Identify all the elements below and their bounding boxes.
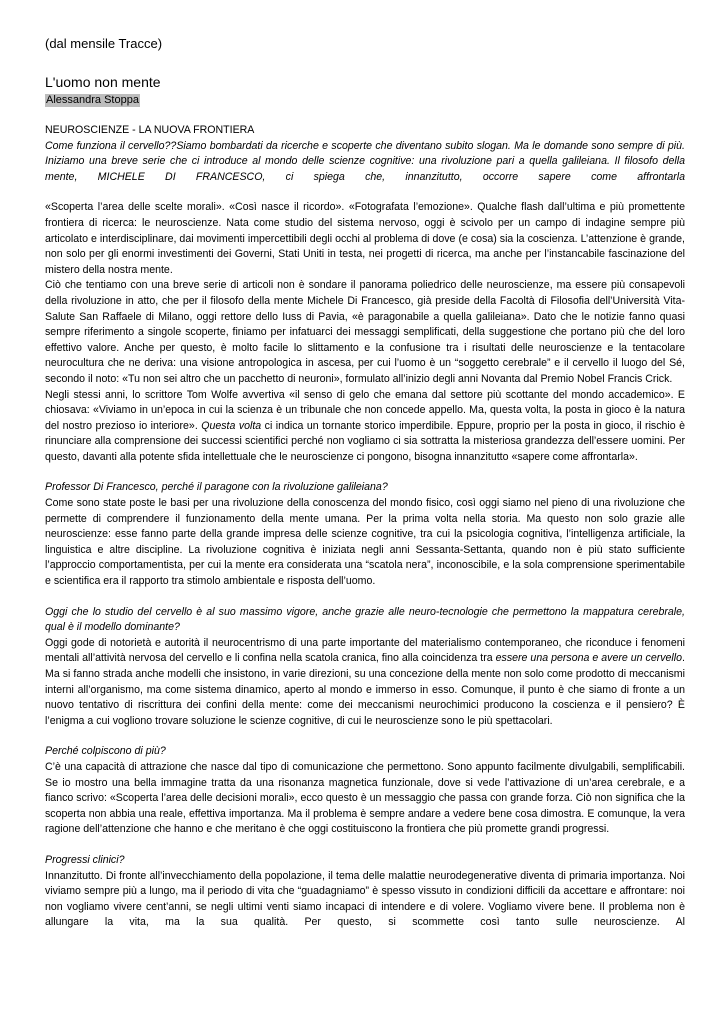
article-page <box>45 36 685 931</box>
intro-paragraph-3 <box>45 388 685 466</box>
section-label: NEUROSCIENZE - LA NUOVA FRONTIERA <box>45 124 255 136</box>
answer-1: Come sono state poste le basi per una rivoluzione della conoscenza del mondo fisico, così oggi siamo nel pieno di una rivoluzione che permette di comprendere il funzionamento della mente umana. Per la prima volta nella storia. Ma questo non solo grazie alle neuroscienze: esse fanno parte della grande impresa delle scienze cognitive, tra cui la psicologia cognitiva, l’intelligenza artificiale, la linguistica e altre discipline. La rivoluzione cognitiva è iniziata negli anni Sessanta-Settanta, quando non è più stato sufficiente l’approccio comportamentista, per cui la mente era considerata una “scatola nera”, inconoscibile, e la sola comprensione sperimentabile e scientifica era il rapporto tra stimolo ambientale e risposta dell’uomo. <box>45 497 685 588</box>
answer-3: C’è una capacità di attrazione che nasce dal tipo di comunicazione che permettono. Sono appunto facilmente divulgabili, semplificabili. Se io mostro una bella immagine tratta da una risonanza magnetica funzionale, dove si vede l’attivazione di un’area cerebrale, e a fianco scrivo: «Scoperta l’area delle decisioni morali», ecco questo è un messaggio che passa con grande forza. Ciò non significa che la scoperta non abbia una reale, effettiva importanza. Ma il problema è sempre andare a vedere bene cosa dimostra. E comunque, la vera ragione dell’attenzione che hanno e che meritano è che oggi costituiscono la frontiera che più promette grandi progressi. <box>45 760 685 836</box>
article-lead: Come funziona il cervello??Siamo bombardati da ricerche e scoperte che diventano subito slogan. Ma le domande sono sempre di più. Iniziamo una breve serie che ci introduce al mondo delle scienze cognitive: una rivoluzione pari a quella galileiana. Il filosofo della mente, MICHELE DI FRANCESCO, ci spiega che, innanzitutto, occorre sapere come affrontarla <box>45 139 685 183</box>
question-2: Oggi che lo studio del cervello è al suo massimo vigore, anche grazie alle neuro-tecnologie che permettono la mappatura cerebrale, qual è il modello dominante? <box>45 605 685 634</box>
article-title: L'uomo non mente <box>45 74 161 90</box>
question-1: Professor Di Francesco, perché il paragone con la rivoluzione galileiana? <box>45 481 388 494</box>
intro-paragraph-3-part-c: ci indica un tornante storico imperdibile. Eppure, proprio per la posta in gioco, il rischio è rinunciare alla comprensione dei successi scientifici perché non vogliamo ci sia sottratta la misteriosa grandezza dell’essere uomini. Per questo, davanti alla potente sfida intellettuale che le neuroscienze ci pongono, bisogna innanzitutto «sapere come affrontarla». <box>45 419 685 463</box>
intro-paragraph-2: Ciò che tentiamo con una breve serie di articoli non è sondare il panorama poliedrico delle neuroscienze, ma essere più consapevoli della rivoluzione in atto, che per il filosofo della mente Michele Di Francesco, già preside della Facoltà di Filosofia dell’Università Vita-Salute San Raffaele di Milano, oggi rettore dello Iuss di Pavia, «è paragonabile a quella galileiana». Dato che le notizie fanno quasi sempre riferimento a singole scoperte, finiamo per infatuarci dei messaggi semplificati, della suggestione che portano più che del loro effettivo valore. Anche per questo, è molto facile lo slittamento e la confusione tra i risultati delle neuroscienze e la tentacolare neurocultura che ne deriva: una visione antropologica in ascesa, per cui l’uomo è un “soggetto cerebrale” e il cervello il luogo del Sé, secondo il noto: «Tu non sei altro che un pacchetto di neuroni», formulato all’inizio degli anni Novanta dal Premio Nobel Francis Crick. <box>45 279 685 385</box>
answer-2-emphasis: essere una persona e avere un cervello <box>495 652 683 665</box>
source-line: (dal mensile Tracce) <box>45 36 163 51</box>
intro-paragraph-3-emphasis: Questa volta <box>201 419 262 432</box>
answer-2 <box>45 636 685 730</box>
question-4: Progressi clinici? <box>45 853 125 866</box>
intro-paragraph-1: «Scoperta l’area delle scelte morali». «Così nasce il ricordo». «Fotografata l’emozione». Qualche flash dall’ultima e più promettente frontiera di ricerca: le neuroscienze. Nata come studio del sistema nervoso, oggi è scivolo per un campo di indagine sempre più articolato e interdisciplinare, dai movimenti impercettibili degli occhi al problema di dove (e cosa) sia la coscienza. L’attenzione è grande, non solo per gli enormi investimenti dei Governi, Stati Uniti in testa, nei progetti di ricerca, ma anche per l’instancabile fascinazione del mistero della nostra mente. <box>45 201 685 276</box>
author-name: Alessandra Stoppa <box>46 94 139 106</box>
question-3: Perché colpiscono di più? <box>45 745 166 758</box>
article-body <box>45 123 685 931</box>
answer-2-part-c: . Ma si fanno strada anche modelli che insistono, in varie direzioni, su una concezione della mente non solo come prodotto di meccanismi interni all’organismo, ma come sistema dinamico, aperto al mondo e immerso in esso. Comunque, il punto è che siamo di fronte a un nuovo tentativo di riscrittura dei confini della mente: come dei meccanismi neurochimici producono la coscienza e il pensiero? È l’enigma a cui vogliono trovare soluzione le scienze cognitive, di cui le neuroscienze sono le più spettacolari. <box>45 652 685 727</box>
answer-4: Innanzitutto. Di fronte all’invecchiamento della popolazione, il tema delle malattie neurodegenerative diventa di primaria importanza. Noi viviamo sempre più a lungo, ma il periodo di vita che “guadagniamo” è spesso vissuto in condizioni difficili da accettare e affrontare: noi non vogliamo vivere cent’anni, se negli ultimi venti siamo incapaci di intendere e di volere. Vogliamo vivere bene. Il problema non è allungare la vita, ma la sua qualità. Per questo, si scommette così tanto sulle neuroscienze. Al <box>45 869 685 929</box>
intro-paragraph-3-part-a: Negli stessi anni, lo scrittore Tom Wolfe avvertiva «il senso di gelo che emana dal settore più scottante del mondo accademico». E chiosava: «Viviamo in un’epoca in cui la scienza è un tribunale che non concede appello. Ma, questa volta, la posta in gioco è la natura del nostro prezioso io interiore». <box>45 388 685 432</box>
answer-2-part-a: Oggi gode di notorietà e autorità il neurocentrismo di una parte importante del materialismo contemporaneo, che riconduce i fenomeni mentali all’attività nervosa del cervello e li confina nella scatola cranica, fino alla coincidenza tra <box>45 636 685 665</box>
